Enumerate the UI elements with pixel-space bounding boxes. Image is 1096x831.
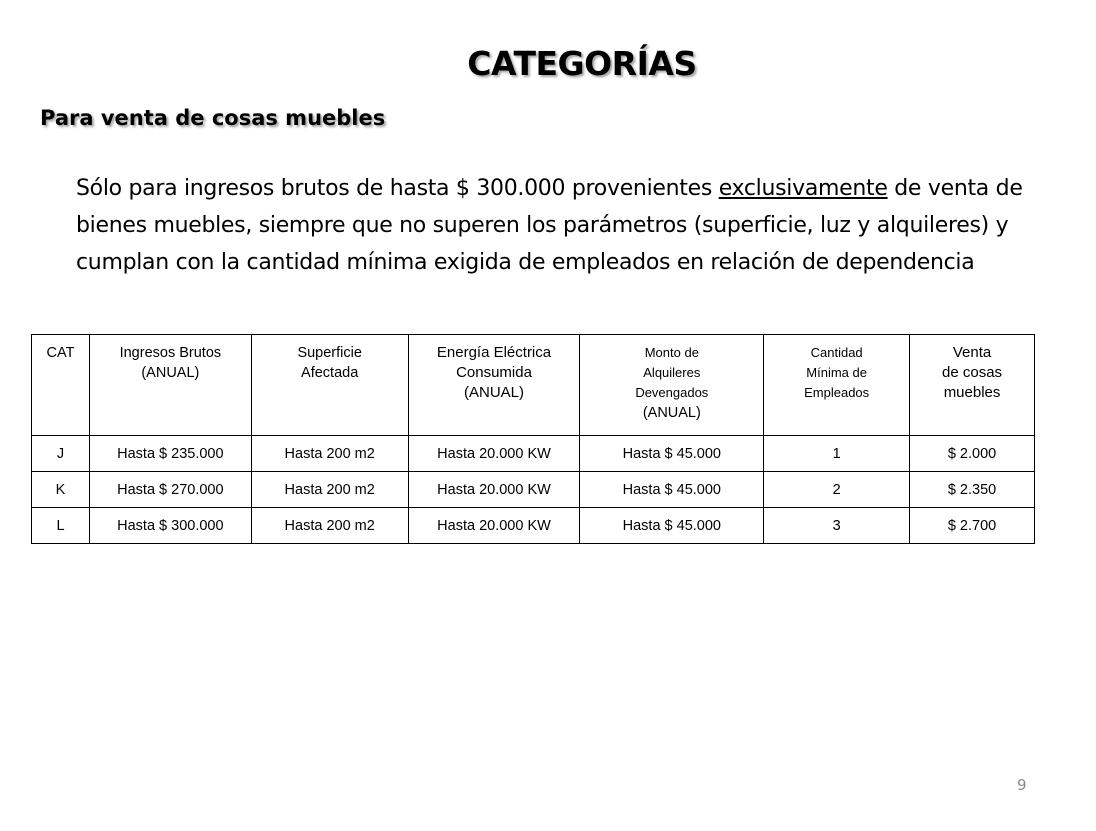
cell-energia: Hasta 20.000 KW — [408, 472, 580, 508]
cell-energia: Hasta 20.000 KW — [408, 508, 580, 544]
header-alquileres: Monto de Alquileres Devengados (ANUAL) — [580, 335, 764, 436]
cell-venta: $ 2.350 — [910, 472, 1035, 508]
cell-empleados: 1 — [764, 436, 910, 472]
cell-energia: Hasta 20.000 KW — [408, 436, 580, 472]
cell-venta: $ 2.700 — [910, 508, 1035, 544]
header-energia: Energía Eléctrica Consumida (ANUAL) — [408, 335, 580, 436]
cell-cat: J — [32, 436, 90, 472]
cell-superficie: Hasta 200 m2 — [251, 472, 408, 508]
paragraph-text-after: de venta de bienes muebles, siempre que no superen los parámetros (superficie, luz y alquileres) y cumplan con la cantidad mínima exigida de empleados en relación de dependencia — [76, 176, 1023, 275]
table-row — [32, 472, 1035, 508]
cell-alquileres: Hasta $ 45.000 — [580, 508, 764, 544]
cell-cat: K — [32, 472, 90, 508]
cell-superficie: Hasta 200 m2 — [251, 508, 408, 544]
table-row — [32, 436, 1035, 472]
header-superficie: Superficie Afectada — [251, 335, 408, 436]
header-empleados: Cantidad Mínima de Empleados — [764, 335, 910, 436]
description-paragraph — [76, 170, 1036, 281]
section-subtitle: Para venta de cosas muebles — [40, 106, 386, 130]
header-ingresos-brutos: Ingresos Brutos (ANUAL) — [89, 335, 251, 436]
table-header-row — [32, 335, 1035, 436]
cell-ingresos: Hasta $ 235.000 — [89, 436, 251, 472]
paragraph-underlined-word: exclusivamente — [718, 176, 888, 201]
cell-superficie: Hasta 200 m2 — [251, 436, 408, 472]
cell-empleados: 3 — [764, 508, 910, 544]
cell-alquileres: Hasta $ 45.000 — [580, 472, 764, 508]
cell-empleados: 2 — [764, 472, 910, 508]
cell-cat: L — [32, 508, 90, 544]
categories-table — [31, 334, 1035, 544]
table-row — [32, 508, 1035, 544]
cell-alquileres: Hasta $ 45.000 — [580, 436, 764, 472]
cell-ingresos: Hasta $ 300.000 — [89, 508, 251, 544]
page-title: CATEGORÍAS — [467, 44, 697, 83]
paragraph-text-before: Sólo para ingresos brutos de hasta $ 300.000 provenientes — [76, 176, 719, 201]
header-venta: Venta de cosas muebles — [910, 335, 1035, 436]
cell-ingresos: Hasta $ 270.000 — [89, 472, 251, 508]
header-cat: CAT — [32, 335, 90, 436]
page-number: 9 — [1017, 776, 1027, 794]
cell-venta: $ 2.000 — [910, 436, 1035, 472]
